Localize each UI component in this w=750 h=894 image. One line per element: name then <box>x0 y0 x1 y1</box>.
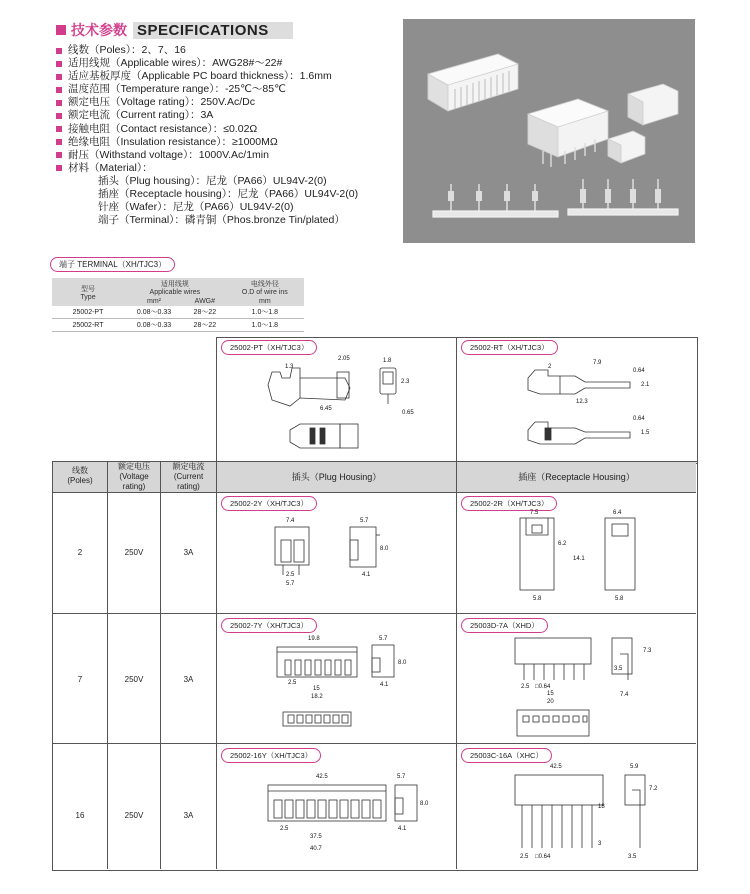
dim-text: 0.65 <box>402 410 414 416</box>
table-row: 25002-PT 0.08～0.33 28～22 1.0～1.8 <box>52 306 304 319</box>
part-label-25002-16y: 25002-16Y（XH/TJC3） <box>221 748 321 763</box>
poles-value: 2 <box>77 548 83 557</box>
spec-item: 耐压（Withstand voltage）：1000V.Ac/1min <box>56 149 358 162</box>
dim-text: 2.5 <box>520 854 529 860</box>
current-column-header: 额定电流 (Current rating) <box>172 462 205 491</box>
terminal-section-label: 端子 TERMINAL（XH/TJC3） <box>50 257 175 272</box>
dim-text: 7.4 <box>620 692 629 698</box>
current-value: 3A <box>183 811 194 820</box>
dim-text: 2.3 <box>401 379 410 385</box>
material-item: 针座（Wafer）：尼龙（PA66）UL94V-2(0) <box>98 201 294 214</box>
spec-item: 适用线规（Applicable wires）：AWG28#～22# <box>56 57 358 70</box>
dim-text: 4.1 <box>362 572 371 578</box>
dim-text: 2.5 <box>521 684 530 690</box>
rt-terminal-drawing <box>528 370 630 444</box>
receptacle-7a-drawing <box>515 638 632 736</box>
dim-text: 8.0 <box>380 546 389 552</box>
dim-text: 42.5 <box>316 774 328 780</box>
dim-text: 2.5 <box>286 572 295 578</box>
dim-text: 18.2 <box>311 694 323 700</box>
spec-item: 线数（Poles）：2、7、16 <box>56 44 358 57</box>
spec-item: 绝缘电阻（Insulation resistance）：≥1000MΩ <box>56 136 358 149</box>
spec-item: 额定电流（Current rating）：3A <box>56 109 358 122</box>
dim-text: 1.8 <box>383 358 392 364</box>
current-value: 3A <box>183 675 194 684</box>
dim-text: 5.8 <box>615 596 624 602</box>
dim-text: 4.1 <box>380 682 389 688</box>
part-label-25003d-7a: 25003D-7A（XHD） <box>461 618 548 633</box>
dim-text: 3 <box>598 841 602 847</box>
dim-text: 5.8 <box>533 596 542 602</box>
dim-text: 37.5 <box>310 834 322 840</box>
plug-column-header: 插头（Plug Housing） <box>291 472 382 482</box>
spec-item: 材料（Material）： <box>56 162 358 175</box>
voltage-value: 250V <box>124 548 144 557</box>
dim-text: 6.2 <box>558 541 567 547</box>
dim-text: 3.5 <box>628 854 637 860</box>
dim-text: 5.7 <box>286 581 295 587</box>
dim-text: 2.1 <box>641 382 650 388</box>
pt-terminal-drawing <box>268 368 396 448</box>
dim-text: 5.9 <box>630 764 639 770</box>
part-label-25002-pt: 25002-PT（XH/TJC3） <box>221 340 317 355</box>
dim-text: 15 <box>547 691 554 697</box>
dim-text: 42.5 <box>550 764 562 770</box>
spec-item: 额定电压（Voltage rating）：250V.Ac/Dc <box>56 96 358 109</box>
dim-text: 6.4 <box>613 510 622 516</box>
awg-header: AWG# <box>184 297 226 306</box>
dim-text: 5.7 <box>397 774 406 780</box>
voltage-column-header: 额定电压 (Voltage rating) <box>118 462 150 491</box>
poles-value: 16 <box>75 811 85 820</box>
spec-item: 温度范围（Temperature range）：-25℃～85℃ <box>56 83 358 96</box>
part-label-25002-2y: 25002-2Y（XH/TJC3） <box>221 496 317 511</box>
dim-text: 2.05 <box>338 356 350 362</box>
dim-text: 7.9 <box>593 360 602 366</box>
dim-text: 1.3 <box>285 364 294 370</box>
voltage-value: 250V <box>124 811 144 820</box>
dim-text: 3.5 <box>614 666 623 672</box>
plug-16y-drawing <box>268 785 417 821</box>
dim-text: 15 <box>313 686 320 692</box>
poles-column-header: 线数 (Poles) <box>67 466 93 485</box>
dim-text: 5.7 <box>379 636 388 642</box>
dim-text: 4.1 <box>398 826 407 832</box>
dim-text: 0.64 <box>633 368 645 374</box>
spec-item: 适应基板厚度（Applicable PC board thickness）：1.6mm <box>56 70 358 83</box>
dim-text: 2.5 <box>288 680 297 686</box>
mm2-header: mm² <box>124 297 184 306</box>
dim-text: 0.64 <box>633 416 645 422</box>
dim-text: 2.5 <box>280 826 289 832</box>
dim-text: 2 <box>548 364 552 370</box>
dim-text: 18 <box>598 804 605 810</box>
dim-text: 7.2 <box>649 786 658 792</box>
dim-text: 12.3 <box>576 399 588 405</box>
voltage-value: 250V <box>124 675 144 684</box>
dim-text: 19.8 <box>308 636 320 642</box>
wires-header: 适用线规 Applicable wires <box>124 278 226 297</box>
dim-text: 20 <box>547 699 554 705</box>
part-label-25002-7y: 25002-7Y（XH/TJC3） <box>221 618 317 633</box>
header-title-en: SPECIFICATIONS <box>133 22 293 39</box>
plug-2y-drawing <box>275 527 380 575</box>
material-item: 插头（Plug housing）：尼龙（PA66）UL94V-2(0) <box>98 174 327 187</box>
dim-text: 7.4 <box>286 518 295 524</box>
header-title-cn: 技术参数 <box>71 22 127 38</box>
dim-text: 8.0 <box>420 801 429 807</box>
od-header: 电线外径 O.D of wire ins <box>226 278 304 297</box>
poles-value: 7 <box>77 675 83 684</box>
type-header: 型号 Type <box>52 278 124 306</box>
material-item: 插座（Receptacle housing）：尼龙（PA66）UL94V-2(0) <box>98 188 359 201</box>
receptacle-column-header: 插座（Receptacle Housing） <box>518 472 635 482</box>
dim-text: 5.7 <box>360 518 369 524</box>
dim-text: 1.5 <box>641 430 650 436</box>
dim-text: 14.1 <box>573 556 585 562</box>
part-label-25002-rt: 25002-RT（XH/TJC3） <box>461 340 558 355</box>
dim-text: 8.0 <box>398 660 407 666</box>
dim-text: 6.45 <box>320 406 332 412</box>
current-value: 3A <box>183 548 194 557</box>
dim-text: 40.7 <box>310 846 322 852</box>
table-row: 25002-RT 0.08～0.33 28～22 1.0～1.8 <box>52 319 304 332</box>
spec-item: 接触电阻（Contact resistance）：≤0.02Ω <box>56 123 358 136</box>
part-label-25003c-16a: 25003C-16A（XHC） <box>461 748 552 763</box>
receptacle-16a-drawing <box>515 775 645 848</box>
dim-text: 7.3 <box>643 648 652 654</box>
dim-text: 7.5 <box>530 510 539 516</box>
receptacle-2r-drawing <box>520 518 635 590</box>
dim-text: □0.64 <box>535 854 551 860</box>
dim-text: □0.64 <box>535 684 551 690</box>
part-label-25002-2r: 25002-2R（XH/TJC3） <box>461 496 557 511</box>
material-item: 端子（Terminal）：磷青铜（Phos.bronze Tin/plated） <box>98 214 345 227</box>
mm-header: mm <box>226 297 304 306</box>
